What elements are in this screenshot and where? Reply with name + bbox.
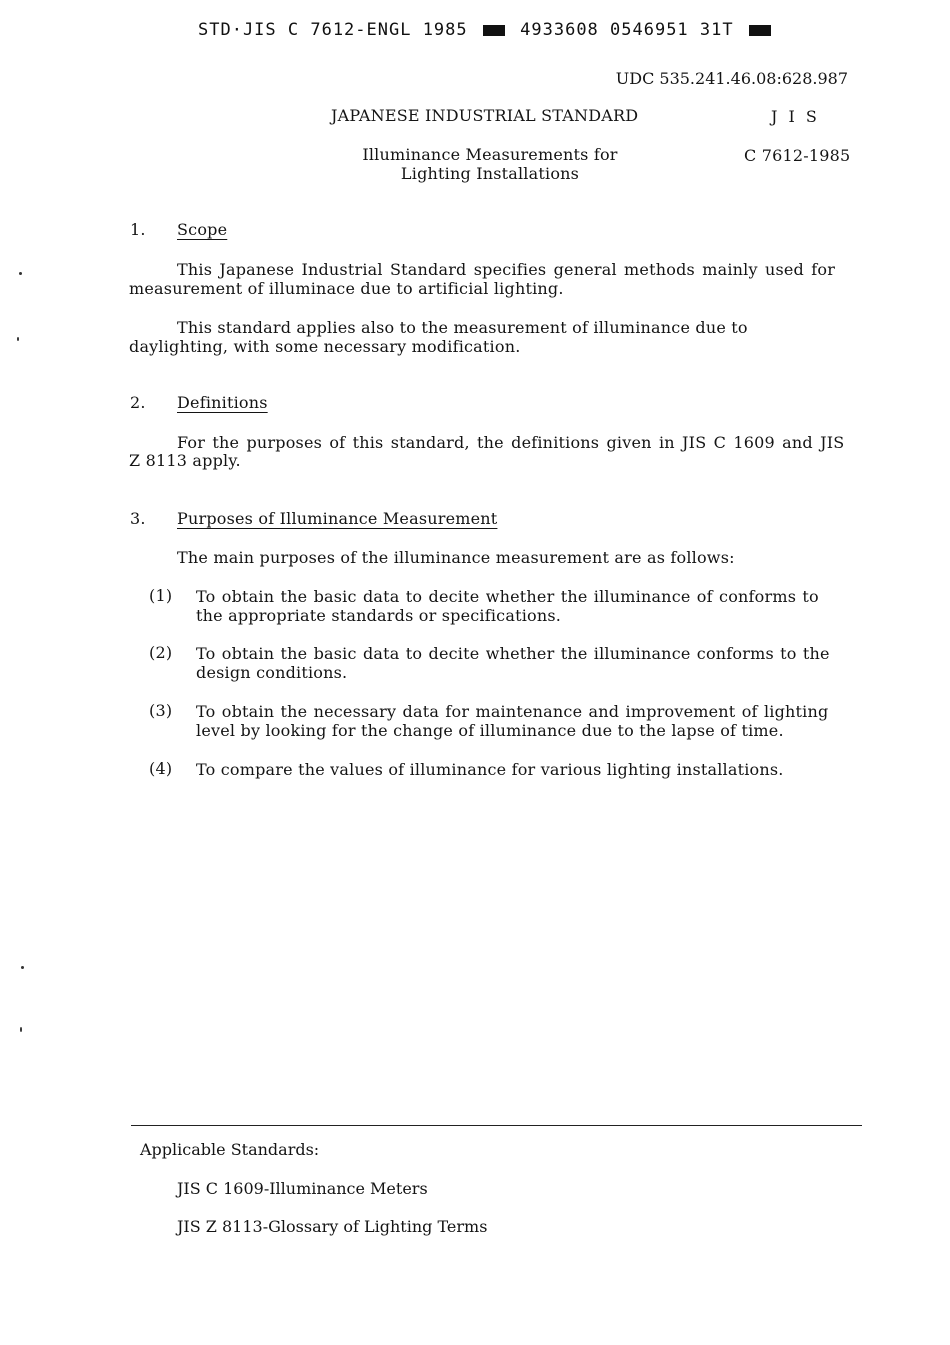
list-item-line: To compare the values of illuminance for various lighting installations. (196, 760, 784, 779)
redaction-block (483, 25, 505, 36)
doc-number: C 7612-1985 (744, 146, 851, 165)
list-item-label: (4) (149, 759, 173, 778)
title-line-2: Lighting Installations (400, 164, 580, 183)
applicable-standard-ref: JIS Z 8113-Glossary of Lighting Terms (177, 1217, 488, 1236)
scan-speck (17, 337, 19, 341)
definitions-line-2: Z 8113 apply. (129, 451, 241, 470)
list-item-line: the appropriate standards or specifications. (196, 606, 562, 625)
scan-speck (21, 966, 24, 969)
list-item-label: (1) (149, 586, 173, 605)
scope-paragraph-2-line-1: This standard applies also to the measurement of illuminance due to (177, 318, 748, 337)
std-code: STD·JIS C 7612-ENGL 1985 (198, 20, 468, 40)
list-item-label: (3) (149, 701, 173, 720)
footer-divider (131, 1125, 862, 1126)
jis-label: J I S (771, 107, 820, 126)
list-item-line: design conditions. (196, 663, 348, 682)
section-2-title: Definitions (177, 393, 268, 412)
definitions-line-1: For the purposes of this standard, the definitions given in JIS C 1609 and JIS (177, 433, 845, 452)
section-3-number: 3. (130, 509, 146, 528)
section-1-number: 1. (130, 220, 146, 239)
section-1-title: Scope (177, 220, 228, 239)
list-item-line: To obtain the basic data to decite whether the illuminance conforms to the (196, 644, 830, 663)
section-3-title: Purposes of Illuminance Measurement (177, 509, 498, 528)
document-title (340, 145, 640, 183)
list-item-line: To obtain the basic data to decite whether the illuminance of conforms to (196, 587, 819, 606)
list-item-label: (2) (149, 643, 173, 662)
standard-type: JAPANESE INDUSTRIAL STANDARD (331, 106, 639, 125)
scope-paragraph-1-line-1: This Japanese Industrial Standard specifies general methods mainly used for (177, 260, 836, 279)
std-numbers: 4933608 0546951 31T (520, 20, 734, 40)
list-item-line: To obtain the necessary data for maintenance and improvement of lighting (196, 702, 829, 721)
scan-speck (20, 1027, 22, 1032)
udc-number: UDC 535.241.46.08:628.987 (615, 69, 848, 88)
list-item-line: level by looking for the change of illuminance due to the lapse of time. (196, 721, 784, 740)
redaction-block (749, 25, 771, 36)
applicable-standard-ref: JIS C 1609-Illuminance Meters (177, 1179, 428, 1198)
scope-paragraph-2-line-2: daylighting, with some necessary modification. (129, 337, 521, 356)
applicable-standards-heading: Applicable Standards: (140, 1140, 320, 1159)
section-2-number: 2. (130, 393, 146, 412)
purposes-intro: The main purposes of the illuminance measurement are as follows: (177, 548, 735, 567)
scan-speck (19, 272, 22, 275)
scope-paragraph-1-line-2: measurement of illuminace due to artificial lighting. (129, 279, 564, 298)
title-line-1: Illuminance Measurements for (362, 145, 618, 164)
std-header-line (198, 20, 775, 40)
